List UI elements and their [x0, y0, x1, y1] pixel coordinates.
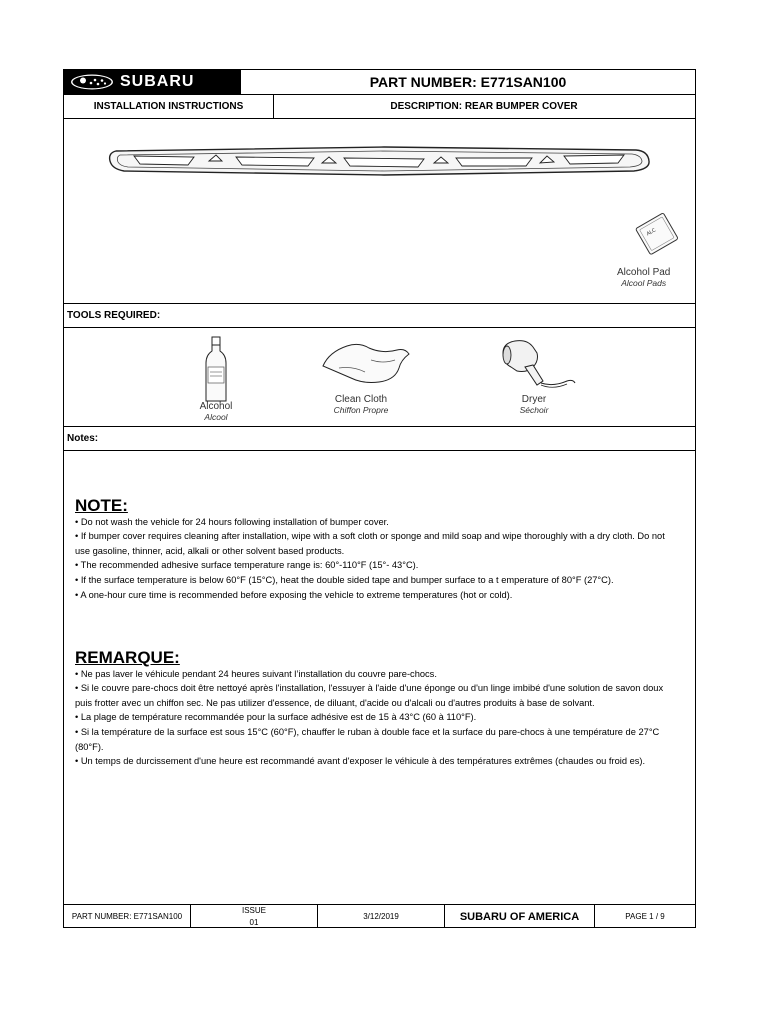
footer-date: 3/12/2019 [318, 905, 445, 928]
note-section [75, 496, 675, 602]
remarque-line: • Si le couvre pare-chocs doit être nettoyé après l'installation, l'essuyer à l'aide d'une éponge ou d'un linge imbibé d'une solution de savon doux puis frotter avec un chiffon sec. Ne pas utilizer d'essence, de diluant, d'acide ou d'alcali ou d'autres produits à base de solvant. [75, 683, 664, 708]
instruction-sheet [63, 69, 696, 928]
doc-type: INSTALLATION INSTRUCTIONS [64, 95, 274, 118]
subaru-stars-icon [70, 74, 114, 90]
tool-dryer-label: Dryer Séchoir [519, 394, 549, 415]
note-line: • If bumper cover requires cleaning after installation, wipe with a soft cloth or sponge and mild soap and wipe thoroughly with a dry cloth. Do not use gasoline, thinner, acid, alkali or other solvent based products. [75, 531, 665, 556]
svg-text:ALC: ALC [645, 227, 657, 238]
subheader-row [64, 95, 695, 119]
alcohol-bottle-icon [201, 335, 231, 405]
subaru-logo [64, 70, 241, 94]
remarque-title: REMARQUE: [75, 648, 180, 667]
note-line: • A one-hour cure time is recommended before exposing the vehicle to extreme temperatures (hot or cold). [75, 589, 513, 600]
remarque-line: • Un temps de durcissement d'une heure est recommandé avant d'exposer le véhicule à des températures extrêmes (chaudes ou froid es). [75, 756, 646, 767]
footer-issue: ISSUE 01 [191, 905, 318, 928]
remarque-line: • Ne pas laver le véhicule pendant 24 heures suivant l’installation du couvre pare-chocs. [75, 668, 437, 679]
note-line: • If the surface temperature is below 60°F (15°C), heat the double sided tape and bumper surface to a t emperature of 80°F (27°C). [75, 574, 614, 585]
remarque-line: • La plage de température recommandée pour la surface adhésive est de 15 à 43°C (60 à 110°F). [75, 712, 477, 723]
alcohol-pad-icon [630, 211, 685, 261]
tools-row [64, 328, 695, 427]
footer-page: PAGE 1 / 9 [625, 912, 665, 921]
footer-company: SUBARU OF AMERICA [445, 905, 595, 928]
brand-name: SUBARU [120, 73, 195, 90]
note-line: • Do not wash the vehicle for 24 hours following installation of bumper cover. [75, 516, 389, 527]
note-title: NOTE: [75, 496, 128, 515]
footer-row [64, 904, 695, 927]
alcohol-pad-label: Alcohol Pad Alcool Pads [617, 267, 671, 288]
header-row [64, 70, 695, 95]
parts-illustration-row [64, 119, 695, 304]
tools-required-label: TOOLS REQUIRED: [64, 304, 695, 328]
footer-part-number: PART NUMBER: E771SAN100 [64, 905, 191, 928]
hair-dryer-icon [497, 335, 577, 395]
remarque-line: • Si la température de la surface est sous 15°C (60°F), chauffer le ruban à double face et la surface du pare-chocs à une température de 27°C (80°F). [75, 726, 660, 752]
notes-label: Notes: [64, 427, 695, 451]
tool-alcohol-label: Alcohol Alcool [199, 401, 233, 422]
notes-content [64, 451, 695, 904]
remarque-section [75, 648, 675, 769]
bumper-cover-illustration [104, 141, 654, 191]
cloth-icon [317, 338, 413, 388]
part-number-title: PART NUMBER: E771SAN100 [369, 74, 567, 90]
part-description: DESCRIPTION: REAR BUMPER COVER [390, 101, 578, 112]
note-line: • The recommended adhesive surface temperature range is: 60°-110°F (15°- 43°C). [75, 560, 419, 571]
tool-cloth-label: Clean Cloth Chiffon Propre [333, 394, 389, 415]
